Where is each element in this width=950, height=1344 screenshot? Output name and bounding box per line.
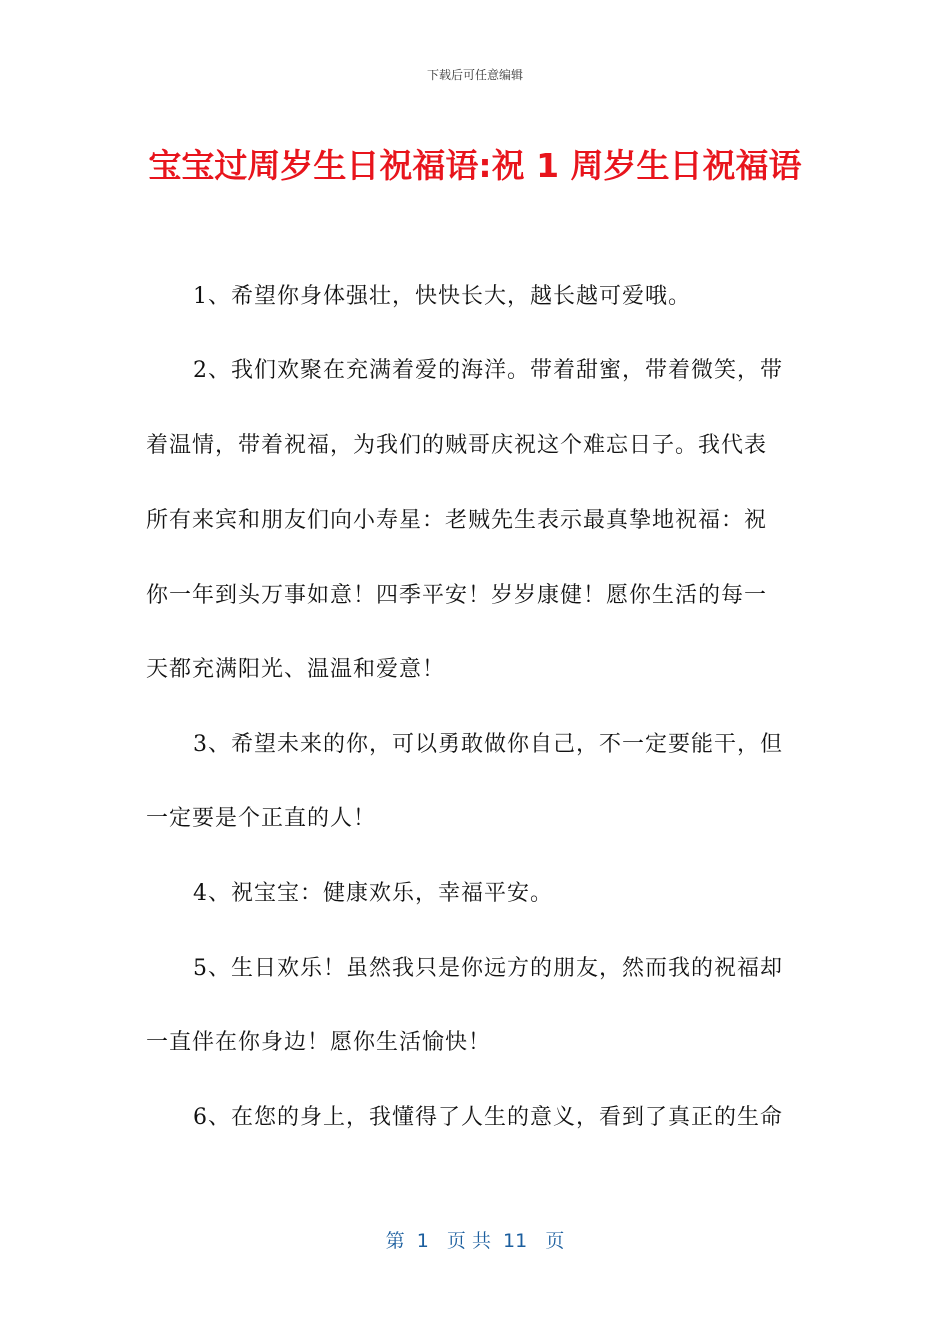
paragraph-line: 所有来宾和朋友们向小寿星：老贼先生表示最真挚地祝福：祝 (146, 508, 768, 533)
paragraph-line: 5、生日欢乐！虽然我只是你远方的朋友，然而我的祝福却 (193, 956, 783, 981)
header-note: 下载后可任意编辑 (426, 68, 523, 82)
paragraph-line: 一直伴在你身边！愿你生活愉快！ (146, 1030, 492, 1055)
paragraph-line: 你一年到头万事如意！四季平安！岁岁康健！愿你生活的每一 (146, 583, 768, 608)
paragraph-line: 1、希望你身体强壮，快快长大，越长越可爱哦。 (193, 284, 691, 309)
paragraph-line: 2、我们欢聚在充满着爱的海洋。带着甜蜜，带着微笑，带 (193, 358, 783, 383)
document-title: 宝宝过周岁生日祝福语:祝 1 周岁生日祝福语 (148, 146, 802, 185)
paragraph-line: 4、祝宝宝：健康欢乐，幸福平安。 (193, 881, 553, 906)
paragraph-line: 着温情，带着祝福，为我们的贼哥庆祝这个难忘日子。我代表 (146, 433, 768, 458)
paragraph-line: 6、在您的身上，我懂得了人生的意义，看到了真正的生命 (193, 1105, 783, 1130)
page-footer: 第 1 页 共 11 页 (385, 1230, 565, 1252)
paragraph-line: 天都充满阳光、温温和爱意！ (146, 657, 446, 682)
paragraph-line: 3、希望未来的你，可以勇敢做你自己，不一定要能干，但 (193, 732, 783, 757)
paragraph-line: 一定要是个正直的人！ (146, 806, 377, 831)
